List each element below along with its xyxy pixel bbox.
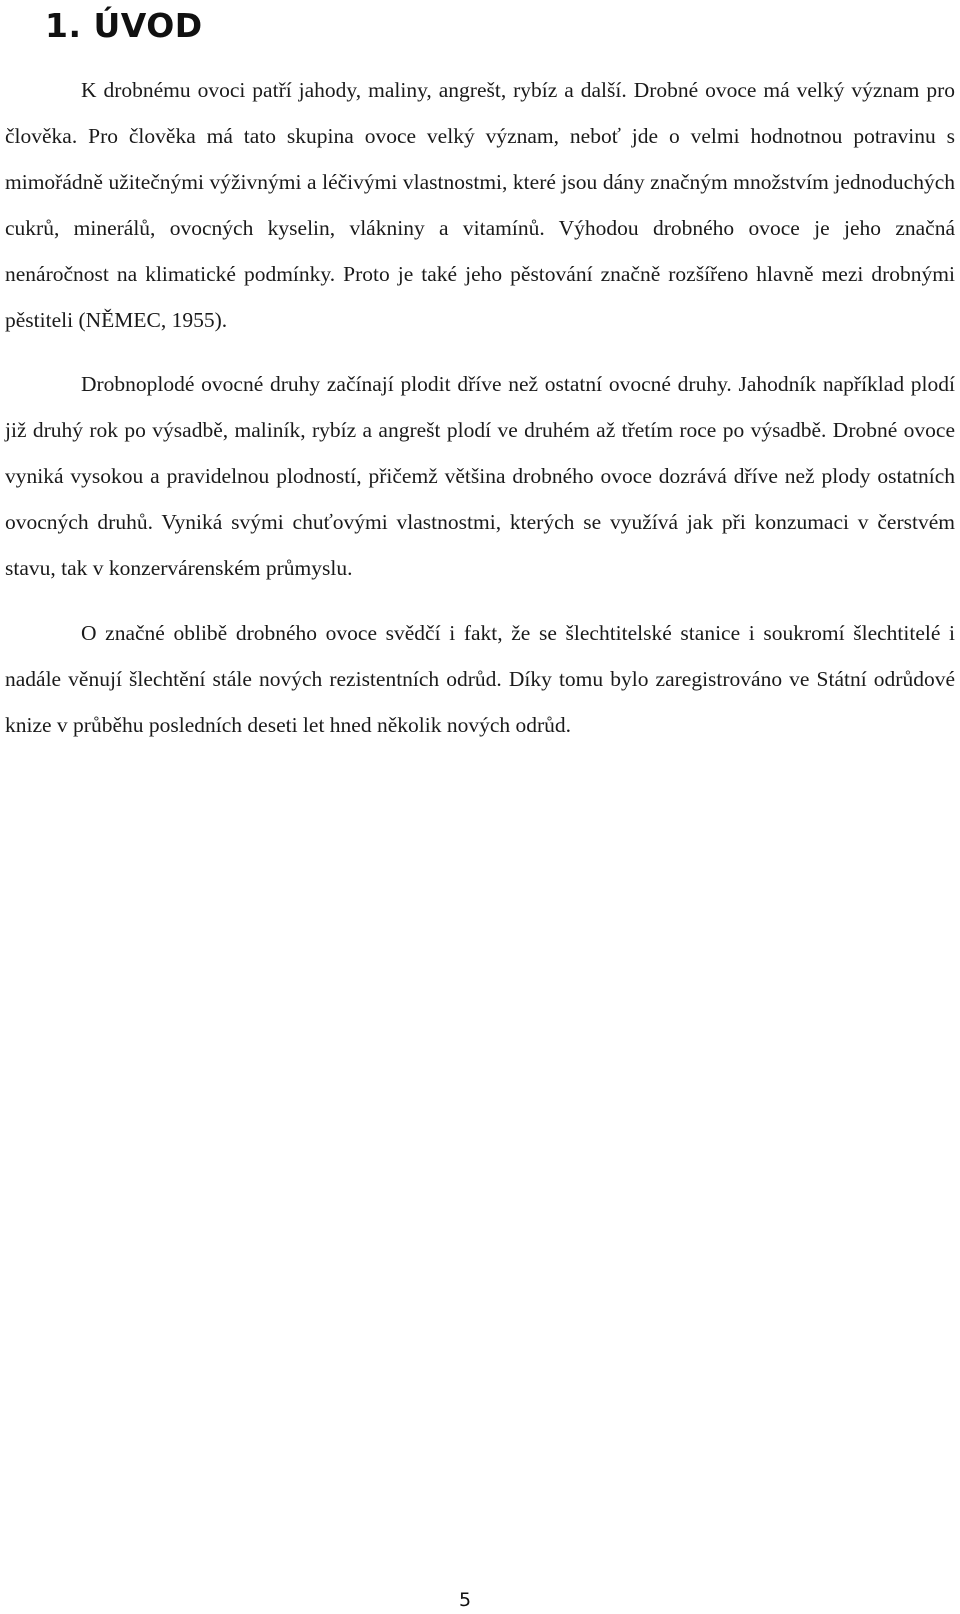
paragraph-2: Drobnoplodé ovocné druhy začínají plodit dříve než ostatní ovocné druhy. Jahodník například plodí již druhý rok po výsadbě, maliník, rybíz a angrešt plodí ve druhém až třetím roce po výsadbě. Drobné ovoce vyniká vysokou a pravidelnou plodností, přičemž většina drobného ovoce dozrává dříve než plody ostatních ovocných druhů. Vyniká svými chuťovými vlastnostmi, kterých se využívá jak při konzumaci v čerstvém stavu, tak v konzervárenském průmyslu. xyxy=(5,372,955,581)
body-text xyxy=(5,68,955,749)
paragraph-1: K drobnému ovoci patří jahody, maliny, angrešt, rybíz a další. Drobné ovoce má velký význam pro člověka. Pro člověka má tato skupina ovoce velký význam, neboť jde o velmi hodnotnou potravinu s mimořádně užitečnými výživnými a léčivými vlastnostmi, které jsou dány značným množstvím jednoduchých cukrů, minerálů, ovocných kyselin, vlákniny a vitamínů. Výhodou drobného ovoce je jeho značná nenáročnost na klimatické podmínky. Proto je také jeho pěstování značně rozšířeno hlavně mezi drobnými pěstiteli (NĚMEC, 1955). xyxy=(5,78,955,332)
page-number: 5 xyxy=(458,1589,472,1611)
paragraph-3: O značné oblibě drobného ovoce svědčí i fakt, že se šlechtitelské stanice i soukromí šlechtitelé i nadále věnují šlechtění stále nových rezistentních odrůd. Díky tomu bylo zaregistrováno ve Státní odrůdové knize v průběhu posledních deseti let hned několik nových odrůd. xyxy=(5,620,955,737)
section-heading: 1. ÚVOD xyxy=(45,6,203,45)
